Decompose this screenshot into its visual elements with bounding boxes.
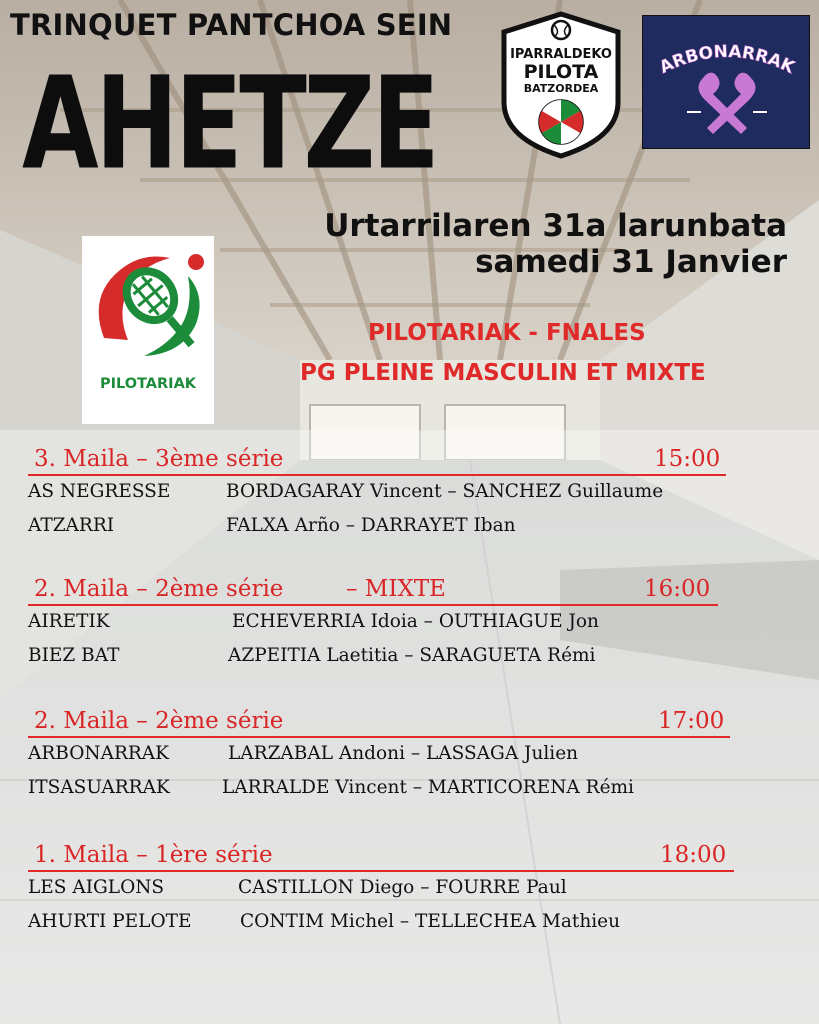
match-row [28,738,730,772]
arbonarrak-logo [642,15,810,149]
iparraldeko-logo-line2: PILOTA [523,61,599,83]
town-title: AHETZE [22,48,437,198]
mixte-label: – MIXTE [346,576,446,602]
match-row [28,476,726,510]
iparraldeko-logo-line3: BATZORDEA [523,82,599,95]
match-row [28,906,734,940]
iparraldeko-pilota-logo [496,10,626,160]
category-label: 2. Maila – 2ème série [34,576,284,602]
event-title: PILOTARIAK - FNALES [368,320,646,346]
player-pair: LARRALDE Vincent – MARTICORENA Rémi [222,777,634,798]
club-name: BIEZ BAT [28,645,120,666]
club-name: AIRETIK [28,611,110,632]
schedule-section [28,576,718,674]
date-basque: Urtarrilaren 31a larunbata [324,208,787,244]
match-time: 18:00 [660,842,727,868]
venue-title: TRINQUET PANTCHOA SEIN [10,8,453,42]
date-french: samedi 31 Janvier [475,244,787,280]
arbonarrak-logo-text: ARBONARRAK [656,41,798,79]
player-pair: CASTILLON Diego – FOURRE Paul [238,877,567,898]
club-name: LES AIGLONS [28,877,165,898]
player-pair: CONTIM Michel – TELLECHEA Mathieu [240,911,621,932]
match-row [28,772,730,806]
category-label: 2. Maila – 2ème série [34,708,284,734]
club-name: AS NEGRESSE [28,481,171,502]
club-name: ITSASUARRAK [28,777,170,798]
match-row [28,606,718,640]
event-subtitle: PG PLEINE MASCULIN ET MIXTE [300,360,706,386]
pilotariak-logo [82,236,214,424]
section-header [28,842,734,872]
match-row [28,640,718,674]
schedule-section [28,708,730,806]
match-time: 15:00 [654,446,721,472]
player-pair: AZPEITIA Laetitia – SARAGUETA Rémi [228,645,596,666]
category-label: 1. Maila – 1ère série [34,842,273,868]
player-pair: FALXA Arño – DARRAYET Iban [226,515,516,536]
section-header [28,446,726,476]
player-pair: BORDAGARAY Vincent – SANCHEZ Guillaume [226,481,664,502]
club-name: AHURTI PELOTE [28,911,192,932]
player-pair: ECHEVERRIA Idoia – OUTHIAGUE Jon [232,611,599,632]
section-header [28,708,730,738]
player-pair: LARZABAL Andoni – LASSAGA Julien [228,743,579,764]
section-header [28,576,718,606]
schedule-section [28,446,726,544]
match-row [28,510,726,544]
schedule-section [28,842,734,940]
club-name: ARBONARRAK [28,743,169,764]
pilotariak-logo-text: PILOTARIAK [99,376,197,392]
club-name: ATZARRI [28,515,115,536]
match-time: 16:00 [644,576,711,602]
category-label: 3. Maila – 3ème série [34,446,284,472]
match-time: 17:00 [658,708,725,734]
match-row [28,872,734,906]
iparraldeko-logo-line1: IPARRALDEKO [510,47,612,62]
